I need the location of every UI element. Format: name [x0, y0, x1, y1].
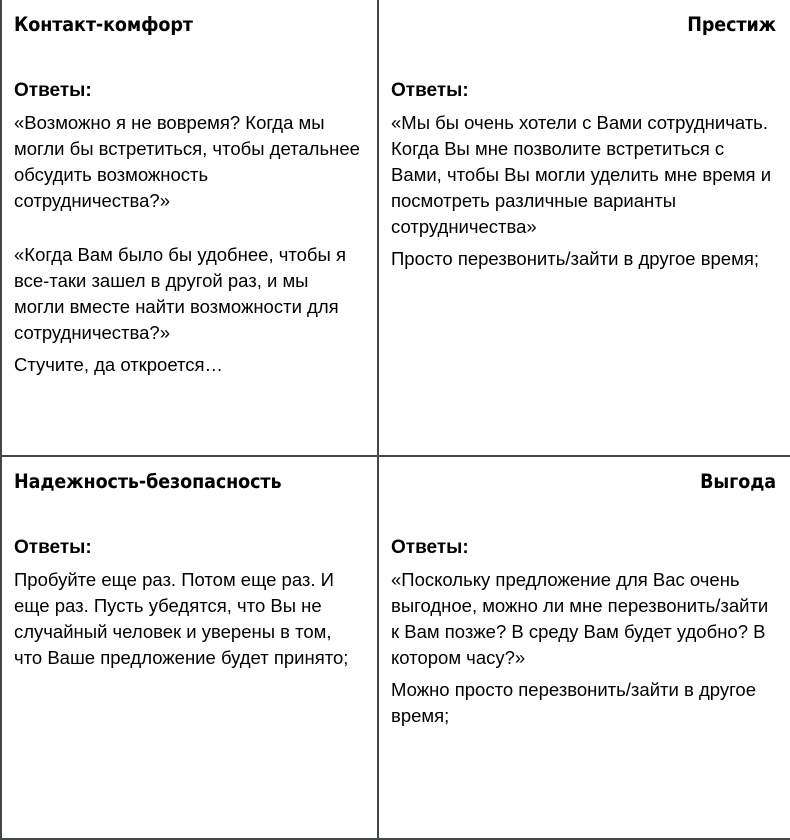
- quadrant-kontakt-komfort: [1, 0, 378, 456]
- quadrant-title-kontakt-komfort: Контакт-комфорт: [14, 13, 193, 36]
- spacer: [391, 493, 776, 537]
- spacer: [14, 559, 363, 567]
- spacer: [391, 36, 776, 80]
- table-row: [1, 456, 790, 839]
- quadrant-paragraph: «Возможно я не вовремя? Когда мы могли бы встретиться, чтобы детальнее обсудить возможность сотрудничества?»: [14, 112, 360, 211]
- quadrant-title-prestizh: Престиж: [687, 13, 776, 36]
- quadrant-title-nadezhnost-bezopasnost: Надежность-безопасность: [14, 470, 282, 493]
- spacer: [391, 102, 776, 110]
- table-row: [1, 0, 790, 456]
- quadrant-paragraph: Можно просто перезвонить/зайти в другое время;: [391, 679, 756, 726]
- quadrant-paragraph: «Поскольку предложение для Вас очень выгодное, можно ли мне перезвонить/зайти к Вам позже? В среду Вам будет удобно? В котором часу?»: [391, 569, 769, 668]
- answers-label-kontakt-komfort: Ответы:: [14, 80, 92, 101]
- answers-label-prestizh: Ответы:: [391, 80, 469, 101]
- answers-label-nadezhnost-bezopasnost: Ответы:: [14, 537, 92, 558]
- quadrant-paragraph: «Когда Вам было бы удобнее, чтобы я все-таки зашел в другой раз, и мы могли вместе найти возможности для сотрудничества?»: [14, 244, 346, 343]
- quadrant-title-vygoda: Выгода: [700, 470, 776, 493]
- spacer: [14, 36, 363, 80]
- quadrant-nadezhnost-bezopasnost: [1, 456, 378, 839]
- quadrant-paragraph: Пробуйте еще раз. Потом еще раз. И еще раз. Пусть убедятся, что Вы не случайный человек и уверены в том, что Ваше предложение будет принято;: [14, 569, 349, 668]
- spacer: [14, 102, 363, 110]
- quadrant-paragraph: Просто перезвонить/зайти в другое время;: [391, 248, 759, 269]
- quadrant-prestizh: [378, 0, 790, 456]
- spacer: [14, 214, 363, 242]
- spacer: [14, 493, 363, 537]
- answers-label-vygoda: Ответы:: [391, 537, 469, 558]
- quadrant-paragraph: «Мы бы очень хотели с Вами сотрудничать. Когда Вы мне позволите встретиться с Вами, чтобы Вы могли уделить мне время и посмотреть различные варианты сотрудничества»: [391, 112, 772, 237]
- spacer: [391, 559, 776, 567]
- quadrant-paragraph: Стучите, да откроется…: [14, 354, 224, 375]
- quadrant-vygoda: [378, 456, 790, 839]
